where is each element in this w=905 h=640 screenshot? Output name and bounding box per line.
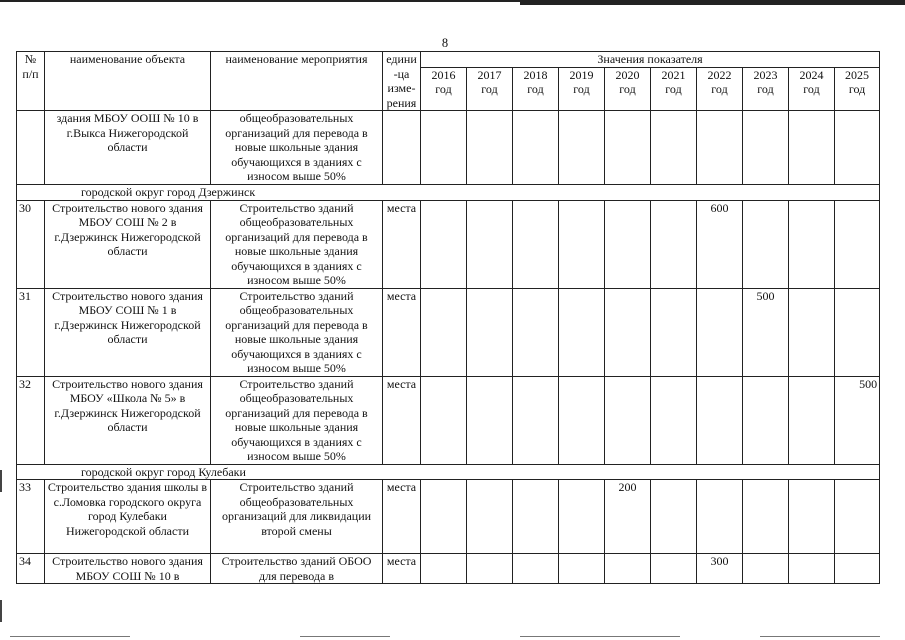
col-header-values: Значения показателя bbox=[421, 52, 880, 68]
row-num bbox=[17, 111, 45, 185]
year-value bbox=[513, 288, 559, 376]
year-value bbox=[789, 288, 835, 376]
table-row bbox=[17, 288, 880, 376]
year-value bbox=[743, 200, 789, 288]
year-value bbox=[513, 554, 559, 584]
year-value bbox=[421, 480, 467, 554]
year-value bbox=[467, 480, 513, 554]
row-action: Строительство зданий ОБОО для перевода в bbox=[211, 554, 383, 584]
scan-bottom-edge bbox=[0, 632, 905, 640]
section-title: городской округ город Кулебаки bbox=[17, 464, 880, 480]
col-header-num: № п/п bbox=[17, 52, 45, 111]
year-header: 2016 год bbox=[421, 67, 467, 110]
year-value bbox=[421, 554, 467, 584]
year-value bbox=[789, 376, 835, 464]
year-value bbox=[697, 480, 743, 554]
year-value bbox=[743, 554, 789, 584]
year-value bbox=[651, 376, 697, 464]
row-num: 32 bbox=[17, 376, 45, 464]
row-unit: места bbox=[383, 480, 421, 554]
year-value bbox=[697, 288, 743, 376]
year-value bbox=[651, 200, 697, 288]
row-unit: места bbox=[383, 200, 421, 288]
row-action: Строительство зданий общеобразовательных организаций для перевода в новые школьные здания обучающихся в зданиях с износом выше 50% bbox=[211, 288, 383, 376]
table-row bbox=[17, 200, 880, 288]
year-value bbox=[605, 554, 651, 584]
row-object: здания МБОУ ООШ № 10 в г.Выкса Нижегородской области bbox=[45, 111, 211, 185]
scan-margin-mark bbox=[0, 600, 2, 622]
year-value bbox=[559, 480, 605, 554]
row-unit: места bbox=[383, 554, 421, 584]
year-value bbox=[697, 376, 743, 464]
indicator-table bbox=[16, 51, 880, 584]
year-value bbox=[467, 288, 513, 376]
year-header: 2019 год bbox=[559, 67, 605, 110]
year-value bbox=[467, 376, 513, 464]
year-header: 2017 год bbox=[467, 67, 513, 110]
scan-margin-mark bbox=[0, 470, 2, 492]
row-action: Строительство зданий общеобразовательных организаций для перевода в новые школьные здания обучающихся в зданиях с износом выше 50% bbox=[211, 200, 383, 288]
year-value bbox=[467, 200, 513, 288]
year-value bbox=[421, 200, 467, 288]
page-number: 8 bbox=[441, 36, 449, 50]
row-object: Строительство нового здания МБОУ «Школа № 5» в г.Дзержинск Нижегородской области bbox=[45, 376, 211, 464]
year-value bbox=[835, 554, 880, 584]
table-row bbox=[17, 480, 880, 554]
year-value bbox=[559, 376, 605, 464]
year-value bbox=[559, 288, 605, 376]
year-header: 2018 год bbox=[513, 67, 559, 110]
row-num: 33 bbox=[17, 480, 45, 554]
row-num: 31 bbox=[17, 288, 45, 376]
year-value: 300 bbox=[697, 554, 743, 584]
year-value: 500 bbox=[743, 288, 789, 376]
year-value bbox=[743, 480, 789, 554]
year-value bbox=[559, 200, 605, 288]
year-value: 600 bbox=[697, 200, 743, 288]
table-row bbox=[17, 554, 880, 584]
row-object: Строительство нового здания МБОУ СОШ № 10 в bbox=[45, 554, 211, 584]
year-value bbox=[651, 554, 697, 584]
section-title: городской округ город Дзержинск bbox=[17, 185, 880, 201]
year-value bbox=[513, 200, 559, 288]
row-action: Строительство зданий общеобразовательных организаций для ликвидации второй смены bbox=[211, 480, 383, 554]
year-value bbox=[789, 480, 835, 554]
col-header-action: наименование мероприятия bbox=[211, 52, 383, 111]
year-value bbox=[513, 376, 559, 464]
col-header-unit: едини -ца изме- рения bbox=[383, 52, 421, 111]
year-value: 200 bbox=[605, 480, 651, 554]
year-header: 2021 год bbox=[651, 67, 697, 110]
year-header: 2023 год bbox=[743, 67, 789, 110]
year-header: 2022 год bbox=[697, 67, 743, 110]
year-value bbox=[421, 376, 467, 464]
row-action: общеобразовательных организаций для перевода в новые школьные здания обучающихся в зданиях с износом выше 50% bbox=[211, 111, 383, 185]
row-action: Строительство зданий общеобразовательных организаций для перевода в новые школьные здания обучающихся в зданиях с износом выше 50% bbox=[211, 376, 383, 464]
row-object: Строительство нового здания МБОУ СОШ № 1 в г.Дзержинск Нижегородской области bbox=[45, 288, 211, 376]
year-header: 2025 год bbox=[835, 67, 880, 110]
row-num: 34 bbox=[17, 554, 45, 584]
year-value bbox=[421, 288, 467, 376]
row-object: Строительство здания школы в с.Ломовка городского округа город Кулебаки Нижегородской области bbox=[45, 480, 211, 554]
row-object: Строительство нового здания МБОУ СОШ № 2 в г.Дзержинск Нижегородской области bbox=[45, 200, 211, 288]
year-header: 2024 год bbox=[789, 67, 835, 110]
year-value bbox=[835, 480, 880, 554]
year-value bbox=[835, 288, 880, 376]
year-value bbox=[605, 376, 651, 464]
year-value bbox=[651, 288, 697, 376]
table-row bbox=[17, 376, 880, 464]
row-num: 30 bbox=[17, 200, 45, 288]
row-unit: места bbox=[383, 288, 421, 376]
year-value bbox=[789, 554, 835, 584]
section-row bbox=[17, 464, 880, 480]
row-unit: места bbox=[383, 376, 421, 464]
year-value bbox=[651, 480, 697, 554]
row-unit bbox=[383, 111, 421, 185]
year-value bbox=[835, 200, 880, 288]
year-value bbox=[605, 288, 651, 376]
year-value bbox=[559, 554, 605, 584]
table-row bbox=[17, 111, 880, 185]
year-value bbox=[605, 200, 651, 288]
section-row bbox=[17, 185, 880, 201]
year-value bbox=[743, 376, 789, 464]
year-value bbox=[789, 200, 835, 288]
year-value: 500 bbox=[835, 376, 880, 464]
year-value bbox=[513, 480, 559, 554]
year-value bbox=[467, 554, 513, 584]
col-header-object: наименование объекта bbox=[45, 52, 211, 111]
scan-top-edge-thick bbox=[520, 0, 905, 5]
year-header: 2020 год bbox=[605, 67, 651, 110]
